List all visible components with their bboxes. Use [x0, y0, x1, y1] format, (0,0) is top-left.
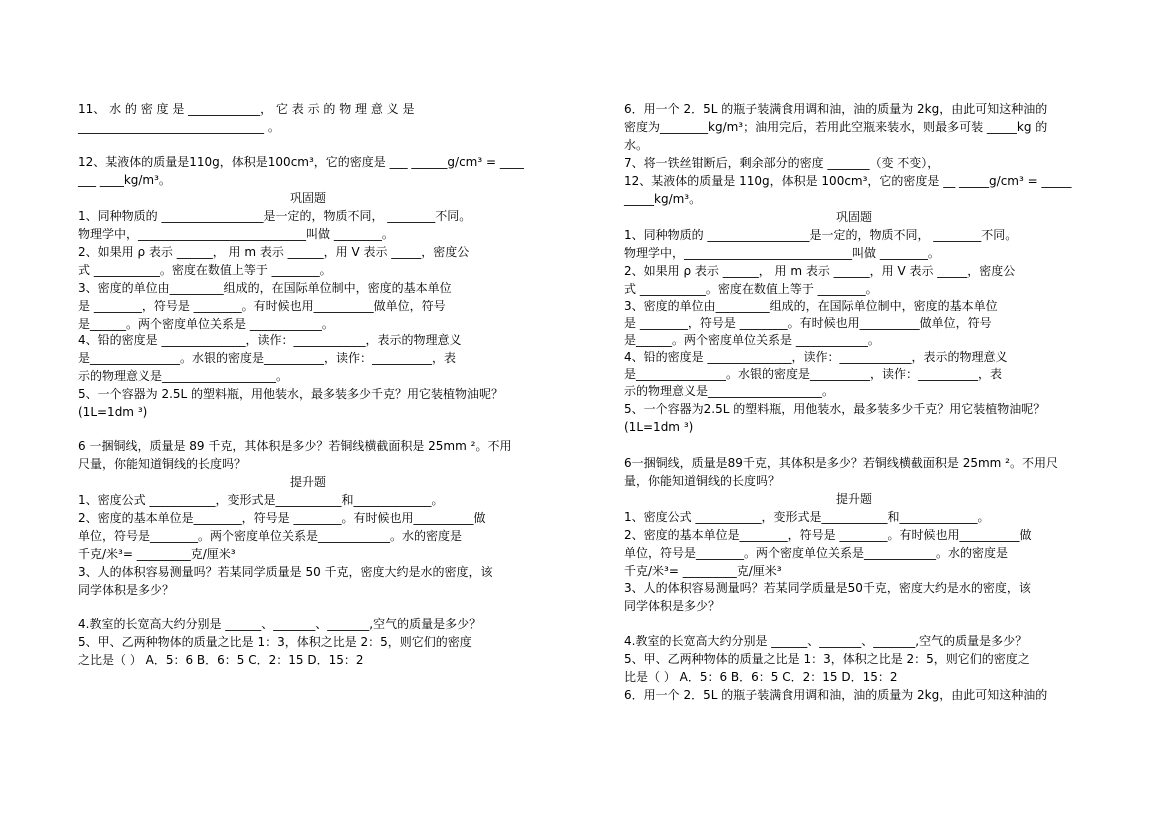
right-column-line-0: 6．用一个 2．5L 的瓶子装满食用调和油，油的质量为 2kg，由此可知这种油的 — [624, 102, 1048, 116]
right-column-line-30: 比是（ ） A．5：6 B．6：5 C．2：15 D．15：2 — [624, 670, 898, 684]
left-column-line-21: 2、密度的基本单位是________，符号是 ________。有时候也用__________做 — [78, 511, 486, 525]
left-column-line-25: 同学体积是多少？ — [78, 583, 175, 597]
left-column-line-7: 2、如果用 ρ 表示 ______， 用 m 表示 ______，用 V 表示 _____，密度公 — [78, 245, 470, 259]
right-column-line-15: 是_______________。水银的密度是__________，读作：__________，表 — [624, 367, 1003, 381]
right-column-line-25: 千克/米³= _________克/厘米³ — [624, 564, 782, 578]
left-column-line-24: 3、人的体积容易测量吗？若某同学质量是 50 千克，密度大约是水的密度，该 — [78, 565, 493, 579]
right-column-line-6: 巩固题 — [835, 210, 872, 224]
right-column-line-4: 12、某液体的质量是 110g，体积是 100cm³，它的密度是 __ _____g/cm³ = _____ — [624, 174, 1072, 188]
left-column-line-27: 5、甲、乙两种物体的质量之比是 1：3，体积之比是 2：5，则它们的密度 — [78, 635, 472, 649]
right-column-line-7: 1、同种物质的 _________________是一定的，物质不同， ________不同。 — [624, 228, 1018, 242]
left-column-line-9: 3、密度的单位由_________组成的，在国际单位制中，密度的基本单位 — [78, 281, 452, 295]
right-column-line-27: 同学体积是多少？ — [624, 599, 721, 613]
right-column-line-19: 6一捆铜线，质量是89千克，其体积是多少？若铜线横截面积是 25mm ²。不用尺 — [624, 456, 1058, 470]
left-column-line-14: 示的物理意义是___________________。 — [78, 369, 289, 383]
left-column-line-0: 11、 水 的 密 度 是 ____________， 它 表 示 的 物 理 意 义 是 — [78, 102, 415, 116]
left-column-line-15: 5、一个容器为 2.5L 的塑料瓶，用他装水，最多装多少千克？用它装植物油呢？ — [78, 387, 504, 401]
right-column-line-12: 是 ________，符号是 ________。有时候也用__________做单位，符号 — [624, 316, 992, 330]
left-column-line-1: _______________________________ 。 — [78, 120, 280, 134]
right-column-line-3: 7、将一铁丝钳断后，剩余部分的密度 _______（变 不变）， — [624, 156, 940, 170]
right-column-line-2: 水。 — [624, 138, 649, 152]
right-column-line-31: 6．用一个 2．5L 的瓶子装满食用调和油，油的质量为 2kg，由此可知这种油的 — [624, 688, 1048, 702]
left-column-line-2: 12、某液体的质量是110g，体积是100cm³，它的密度是 ___ ______g/cm³ = ____ — [78, 155, 524, 169]
right-column-line-10: 式 ___________。密度在数值上等于 ________。 — [624, 282, 878, 296]
left-column-line-6: 物理学中，____________________________叫做 ________。 — [78, 227, 394, 241]
left-column-line-18: 尺量，你能知道铜线的长度吗？ — [78, 457, 247, 471]
right-column-line-14: 4、铅的密度是 ______________，读作：____________，表示的物理意义 — [624, 350, 1008, 364]
left-column-line-12: 4、铅的密度是 ______________，读作：____________，表示的物理意义 — [78, 333, 462, 347]
right-column-line-22: 1、密度公式 ___________，变形式是___________和_____________。 — [624, 510, 990, 524]
left-column-line-19: 提升题 — [289, 475, 326, 489]
right-column-line-17: 5、一个容器为2.5L 的塑料瓶，用他装水，最多装多少千克？用它装植物油呢？ — [624, 402, 1046, 416]
right-column-line-5: _____kg/m³。 — [624, 192, 702, 206]
left-column-line-10: 是 ________，符号是 ________。有时候也用__________做单位，符号 — [78, 299, 446, 313]
left-column-line-5: 1、同种物质的 _________________是一定的，物质不同， ________不同。 — [78, 209, 472, 223]
left-column-line-17: 6 一捆铜线，质量是 89 千克，其体积是多少？若铜线横截面积是 25mm ²。不用 — [78, 439, 512, 453]
right-column-line-1: 密度为________kg/m³；油用完后，若用此空瓶来装水，则最多可装 _____kg 的 — [624, 120, 1048, 134]
left-column-line-8: 式 ___________。密度在数值上等于 ________。 — [78, 263, 332, 277]
left-column-line-20: 1、密度公式 ___________，变形式是___________和_____________。 — [78, 493, 444, 507]
right-column-line-21: 提升题 — [835, 492, 872, 506]
left-column-line-16: (1L=1dm ³) — [78, 405, 148, 419]
left-column-line-11: 是______。两个密度单位关系是 ____________。 — [78, 317, 334, 331]
left-column-line-22: 单位，符号是________。两个密度单位关系是____________。水的密度是 — [78, 529, 463, 543]
right-column-line-8: 物理学中，____________________________叫做 ________。 — [624, 246, 940, 260]
right-column-line-20: 量，你能知道铜线的长度吗？ — [624, 474, 781, 488]
right-column-line-13: 是______。两个密度单位关系是 ____________。 — [624, 333, 880, 347]
right-column-line-24: 单位，符号是________。两个密度单位关系是____________。水的密度是 — [624, 546, 1009, 560]
right-column-line-28: 4.教室的长宽高大约分别是 ______、_______、_______,空气的质量是多少？ — [624, 634, 1028, 648]
left-column-line-23: 千克/米³= _________克/厘米³ — [78, 547, 236, 561]
left-column-line-28: 之比是（ ） A．5：6 B．6：5 C．2：15 D．15：2 — [78, 653, 364, 667]
left-column-line-3: ___ ____kg/m³。 — [78, 173, 171, 187]
right-column-line-9: 2、如果用 ρ 表示 ______， 用 m 表示 ______，用 V 表示 _____，密度公 — [624, 264, 1016, 278]
right-column-line-23: 2、密度的基本单位是________，符号是 ________。有时候也用__________做 — [624, 528, 1032, 542]
left-column-line-4: 巩固题 — [289, 191, 326, 205]
right-column-line-16: 示的物理意义是___________________。 — [624, 384, 835, 398]
right-column-line-18: (1L=1dm ³) — [624, 420, 694, 434]
right-column-line-26: 3、人的体积容易测量吗？若某同学质量是50千克，密度大约是水的密度，该 — [624, 581, 1031, 595]
right-column-line-11: 3、密度的单位由_________组成的，在国际单位制中，密度的基本单位 — [624, 299, 998, 313]
right-column-line-29: 5、甲、乙两种物体的质量之比是 1：3，体积之比是 2：5，则它们的密度之 — [624, 652, 1030, 666]
left-column-line-26: 4.教室的长宽高大约分别是 ______、_______、_______,空气的质量是多少？ — [78, 617, 482, 631]
left-column-line-13: 是_______________。水银的密度是__________，读作：__________，表 — [78, 351, 457, 365]
